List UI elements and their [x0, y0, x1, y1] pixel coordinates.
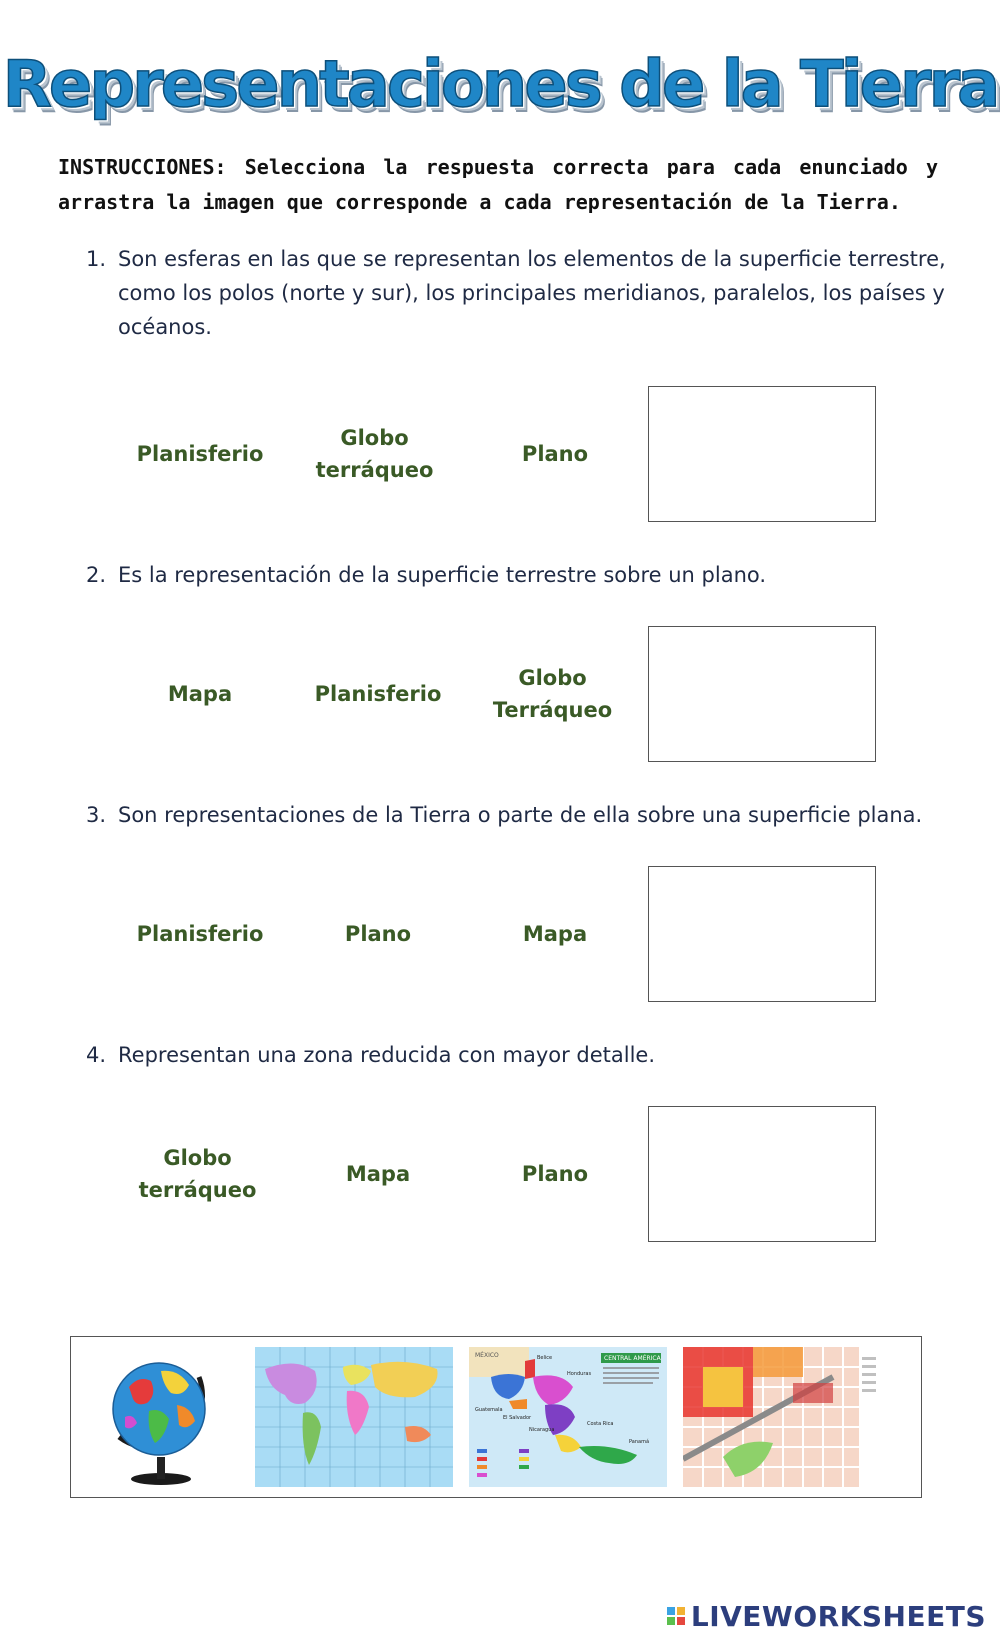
- option-q1-b[interactable]: Globo terráqueo: [315, 426, 434, 482]
- map-label-panama: Panamá: [629, 1439, 650, 1445]
- question-text: Representan una zona reducida con mayor detalle.: [118, 1043, 656, 1067]
- question-4: [86, 1038, 946, 1072]
- map-label-costa-rica: Costa Rica: [587, 1421, 614, 1427]
- option-q4-a[interactable]: Globo terráqueo: [138, 1146, 257, 1202]
- drop-zone-q1[interactable]: [648, 386, 876, 522]
- question-3: [86, 798, 946, 832]
- central-america-map-image[interactable]: [469, 1347, 667, 1487]
- drop-zone-q3[interactable]: [648, 866, 876, 1002]
- map-label-nicaragua: Nicaragua: [529, 1427, 555, 1433]
- option-q4-c[interactable]: Plano: [521, 1162, 589, 1186]
- option-q2-a[interactable]: Mapa: [167, 682, 233, 706]
- map-label-honduras: Honduras: [567, 1371, 592, 1377]
- globe-image[interactable]: [99, 1347, 219, 1487]
- drop-zone-q4[interactable]: [648, 1106, 876, 1242]
- instructions: INSTRUCCIONES: Selecciona la respuesta correcta para cada enunciado y arrastra la imagen que corresponde a cada representación de la Tierra.: [58, 155, 938, 214]
- option-q3-c[interactable]: Mapa: [522, 922, 588, 946]
- option-q1-a[interactable]: Planisferio: [136, 442, 264, 466]
- question-number: 3.: [86, 803, 107, 827]
- question-text: Son esferas en las que se representan los elementos de la superficie terrestre, como los polos (norte y sur), los principales meridianos, paralelos, los países y océanos.: [118, 247, 946, 339]
- logo-icon: [667, 1607, 685, 1625]
- image-gallery: [70, 1336, 922, 1498]
- logo-text: LIVEWORKSHEETS: [690, 1599, 986, 1633]
- question-number: 4.: [86, 1043, 107, 1067]
- option-q3-b[interactable]: Plano: [344, 922, 412, 946]
- city-plan-image[interactable]: [683, 1347, 879, 1487]
- drop-zone-q2[interactable]: [648, 626, 876, 762]
- question-number: 1.: [86, 247, 107, 271]
- question-1: [86, 242, 946, 344]
- world-map-image[interactable]: [255, 1347, 453, 1487]
- option-q2-c[interactable]: Globo Terráqueo: [492, 666, 613, 722]
- map-header: CENTRAL AMÉRICA: [604, 1355, 661, 1362]
- option-q4-b[interactable]: Mapa: [345, 1162, 411, 1186]
- option-q3-a[interactable]: Planisferio: [136, 922, 264, 946]
- map-label-el-salvador: El Salvador: [503, 1415, 532, 1421]
- question-number: 2.: [86, 563, 107, 587]
- map-label-guatemala: Guatemala: [475, 1407, 503, 1413]
- question-text: Son representaciones de la Tierra o parte de ella sobre una superficie plana.: [118, 803, 923, 827]
- page-title: Representaciones de la Tierra: [2, 48, 998, 122]
- option-q1-c[interactable]: Plano: [521, 442, 589, 466]
- liveworksheets-logo[interactable]: [667, 1596, 986, 1636]
- option-q2-b[interactable]: Planisferio: [314, 682, 442, 706]
- question-2: [86, 558, 946, 592]
- question-text: Es la representación de la superficie terrestre sobre un plano.: [118, 563, 767, 587]
- map-label-belize: Belice: [537, 1355, 553, 1361]
- map-label-mexico: MÉXICO: [475, 1352, 499, 1359]
